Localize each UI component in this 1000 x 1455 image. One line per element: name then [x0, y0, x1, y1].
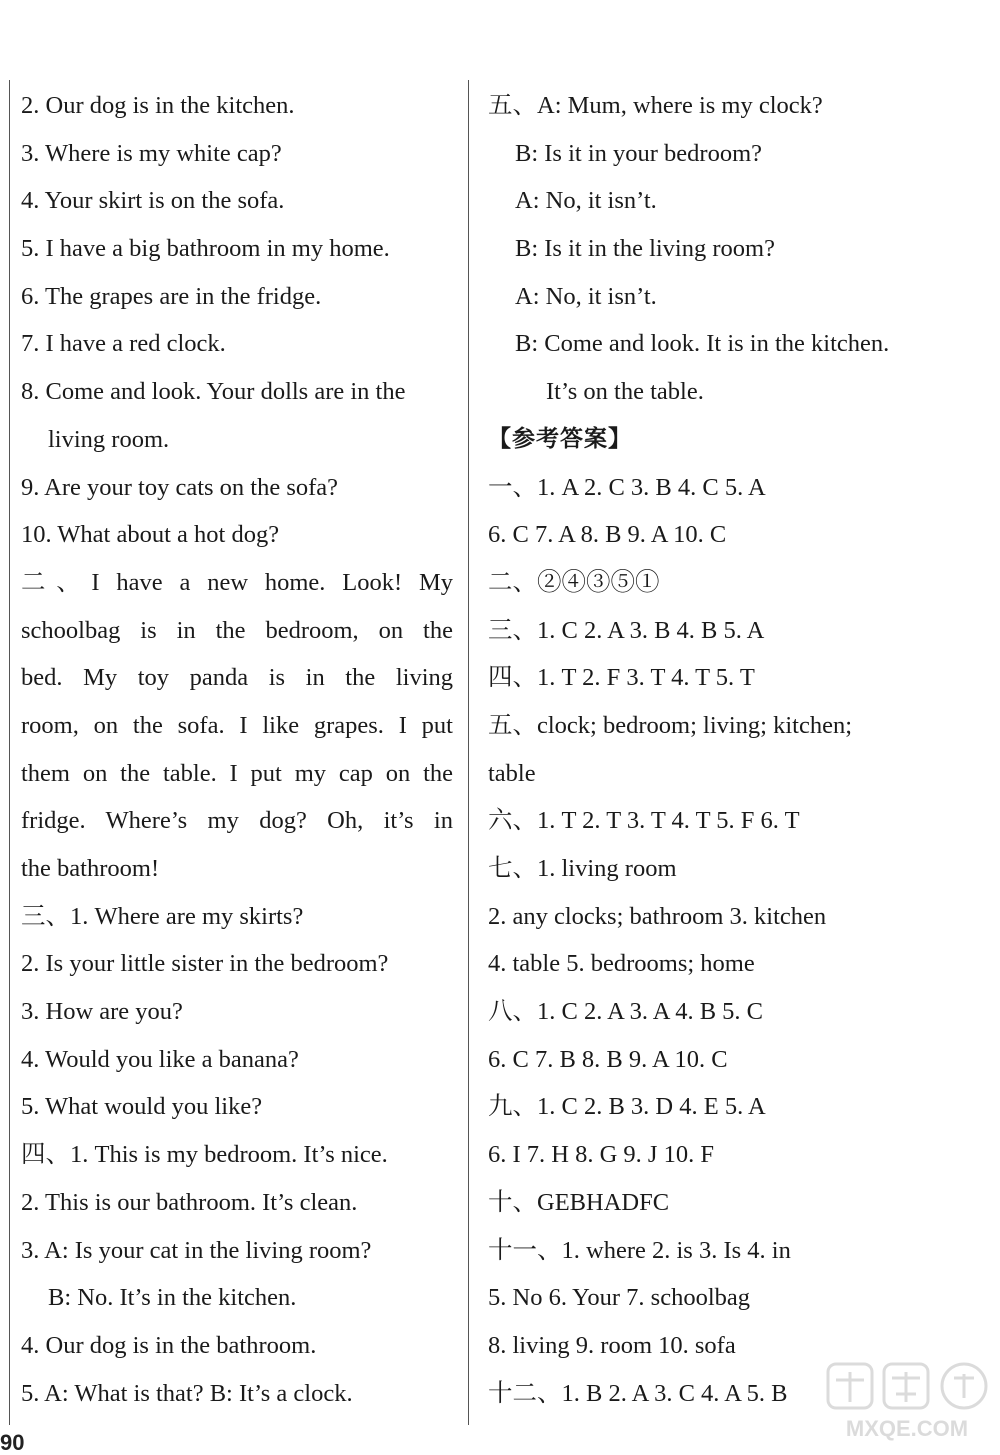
- text-line: 3. How are you?: [21, 998, 183, 1026]
- text-line: 8. Come and look. Your dolls are in the: [21, 378, 406, 406]
- text-line: 十一、1. where 2. is 3. Is 4. in: [488, 1236, 791, 1264]
- text-line: 5. A: What is that? B: It’s a clock.: [21, 1379, 353, 1407]
- text-line: fridge. Where’s my dog? Oh, it’s in: [21, 807, 453, 835]
- text-line: 8. living 9. room 10. sofa: [488, 1331, 736, 1359]
- column-divider: [468, 80, 469, 1425]
- text-line: 五、A: Mum, where is my clock?: [488, 92, 823, 119]
- text-line: 七、1. living room: [488, 855, 677, 882]
- text-line: B: No. It’s in the kitchen.: [48, 1284, 297, 1312]
- watermark-logo: [822, 1360, 992, 1445]
- text-line: 5. What would you like?: [21, 1093, 263, 1121]
- text-line: A: No, it isn’t.: [515, 187, 657, 215]
- text-line: 八、1. C 2. A 3. A 4. B 5. C: [488, 998, 764, 1026]
- text-line: 6. C 7. A 8. B 9. A 10. C: [488, 521, 727, 549]
- text-line: It’s on the table.: [546, 378, 704, 406]
- text-line: 六、1. T 2. T 3. T 4. T 5. F 6. T: [488, 807, 800, 835]
- text-line: table: [488, 759, 536, 787]
- text-line: 2. This is our bathroom. It’s clean.: [21, 1188, 358, 1216]
- text-line: 5. I have a big bathroom in my home.: [21, 235, 390, 263]
- text-line: 九、1. C 2. B 3. D 4. E 5. A: [488, 1093, 766, 1121]
- text-line: 3. A: Is your cat in the living room?: [21, 1236, 372, 1264]
- watermark-text: MXQE.COM: [845, 1416, 969, 1441]
- text-line: 4. Your skirt is on the sofa.: [21, 187, 285, 215]
- text-line: room, on the sofa. I like grapes. I put: [21, 711, 453, 739]
- right-column: [488, 82, 958, 1417]
- text-line: 二、②④③⑤①: [488, 568, 660, 596]
- text-line: 三、1. C 2. A 3. B 4. B 5. A: [488, 616, 765, 644]
- text-line: B: Is it in your bedroom?: [515, 139, 763, 167]
- text-line: 二、I have a new home. Look! My: [21, 568, 453, 596]
- left-margin-rule: [9, 80, 10, 1425]
- text-line: 6. The grapes are in the fridge.: [21, 282, 322, 310]
- text-line: 十、GEBHADFC: [488, 1188, 670, 1216]
- text-line: 四、1. This is my bedroom. It’s nice.: [21, 1141, 388, 1169]
- text-line: 2. Our dog is in the kitchen.: [21, 92, 295, 119]
- text-line: 6. C 7. B 8. B 9. A 10. C: [488, 1045, 728, 1073]
- text-line: 2. Is your little sister in the bedroom?: [21, 950, 389, 978]
- text-line: B: Come and look. It is in the kitchen.: [515, 330, 890, 358]
- text-line: 5. No 6. Your 7. schoolbag: [488, 1284, 751, 1312]
- text-line: 十二、1. B 2. A 3. C 4. A 5. B: [488, 1379, 788, 1407]
- text-line: 3. Where is my white cap?: [21, 139, 282, 167]
- text-line: 7. I have a red clock.: [21, 330, 226, 358]
- section-heading: 【参考答案】: [488, 425, 632, 452]
- page-number: 90: [0, 1430, 25, 1455]
- text-line: 4. table 5. bedrooms; home: [488, 950, 755, 978]
- text-line: living room.: [48, 425, 170, 453]
- text-line: B: Is it in the living room?: [515, 235, 775, 263]
- text-line: 9. Are your toy cats on the sofa?: [21, 473, 339, 501]
- text-line: 4. Our dog is in the bathroom.: [21, 1331, 317, 1359]
- text-line: 6. I 7. H 8. G 9. J 10. F: [488, 1141, 714, 1169]
- text-line: A: No, it isn’t.: [515, 282, 657, 310]
- text-line: schoolbag is in the bedroom, on the: [21, 616, 453, 644]
- watermark-glyphs: [836, 1372, 974, 1402]
- text-line: them on the table. I put my cap on the: [21, 759, 453, 787]
- text-line: 一、1. A 2. C 3. B 4. C 5. A: [488, 473, 766, 501]
- text-line: the bathroom!: [21, 855, 160, 882]
- text-line: 10. What about a hot dog?: [21, 521, 280, 549]
- text-line: 四、1. T 2. F 3. T 4. T 5. T: [488, 664, 755, 692]
- text-line: 三、1. Where are my skirts?: [21, 902, 304, 930]
- text-line: 2. any clocks; bathroom 3. kitchen: [488, 902, 827, 930]
- text-line: 五、clock; bedroom; living; kitchen;: [488, 711, 853, 739]
- text-line: bed. My toy panda is in the living: [21, 664, 453, 692]
- left-column: [21, 82, 453, 1417]
- text-line: 4. Would you like a banana?: [21, 1045, 299, 1073]
